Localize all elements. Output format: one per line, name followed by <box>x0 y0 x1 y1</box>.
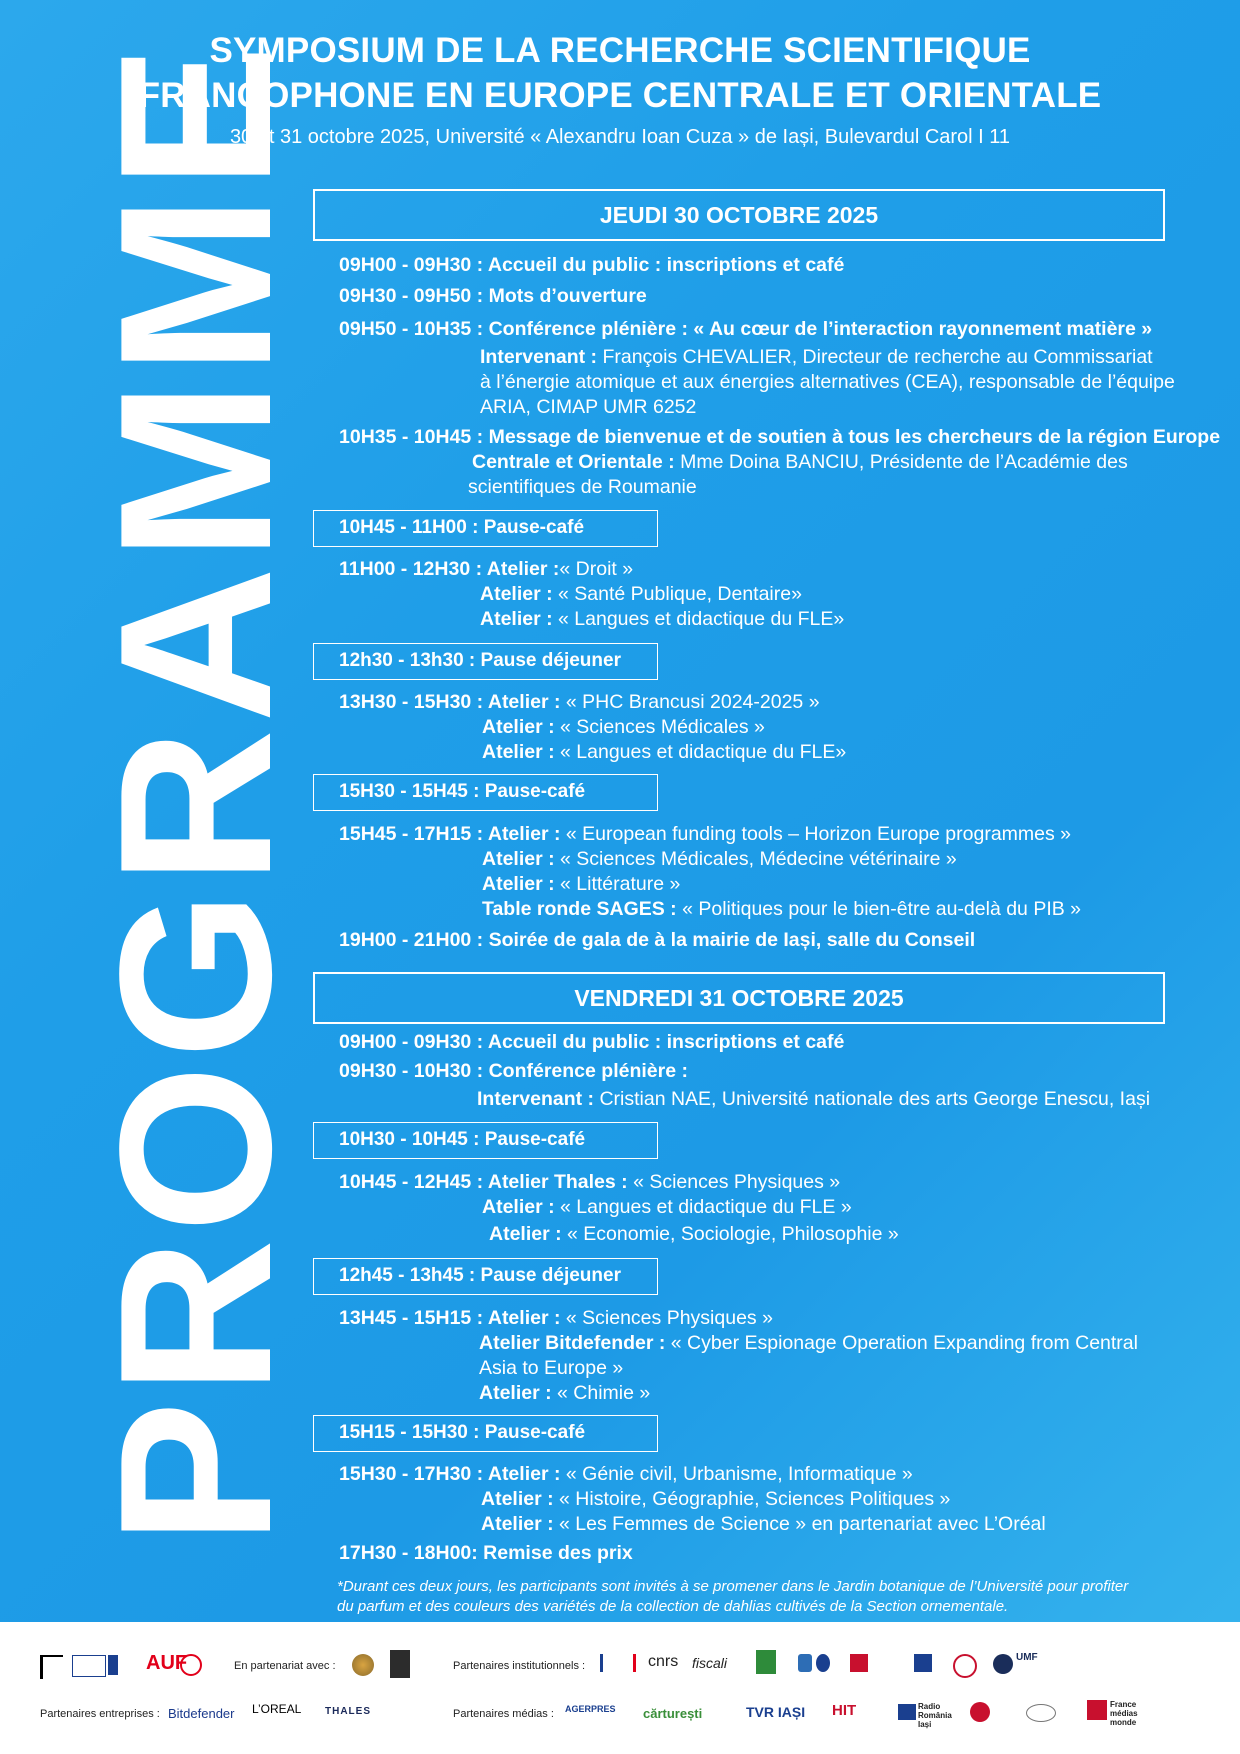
day2-plenary: 09H30 - 10H30 : Conférence plénière : <box>339 1060 688 1082</box>
workshop-topic: « Génie civil, Urbanisme, Informatique » <box>565 1463 913 1485</box>
workshop-topic: « Sciences Physiques » <box>633 1171 841 1193</box>
tvr-iasi-logo: TVR IAȘI <box>746 1704 806 1720</box>
day1-gala: 19H00 - 21H00 : Soirée de gala de à la mairie de Iași, salle du Conseil <box>339 929 976 951</box>
auf-logo: AUF <box>146 1652 188 1674</box>
day2-prize: 17H30 - 18H00: Remise des prix <box>339 1542 633 1564</box>
footnote-line-2: du parfum et des couleurs des variétés de la collection de dahlias cultivés de la Section ornementale. <box>337 1598 1009 1615</box>
day1-workshops-1 <box>339 557 633 582</box>
workshop-label: Atelier : <box>481 1488 560 1510</box>
session-time: 13H45 - 15H15 : <box>339 1307 488 1329</box>
subtitle: 30 et 31 octobre 2025, Université « Alexandru Ioan Cuza » de Iași, Bulevardul Carol I 11 <box>229 126 1011 148</box>
day1-opening: 09H30 - 09H50 : Mots d’ouverture <box>339 285 647 307</box>
day2-workshops-1 <box>339 1170 840 1195</box>
workshop-topic: « Langues et didactique du FLE » <box>560 1196 852 1218</box>
workshop-label: Atelier : <box>480 608 559 630</box>
day2-break-coffee-1: 10H30 - 10H45 : Pause-café <box>313 1122 658 1159</box>
day2-workshop-1c <box>489 1222 899 1247</box>
workshop-label: Atelier : <box>481 1513 560 1535</box>
day1-welcome-message-cont <box>472 450 1128 475</box>
radio-romania-logo: Radio România Iași <box>918 1702 952 1729</box>
day1-welcome-message-cont2: scientifiques de Roumanie <box>468 476 697 498</box>
session-time: 15H30 - 17H30 : <box>339 1463 488 1485</box>
partners-band <box>0 1622 1240 1754</box>
workshop-topic: « Sciences Médicales » <box>560 716 765 738</box>
day1-workshop-1b <box>480 582 802 607</box>
day2-break-coffee-2: 15H15 - 15H30 : Pause-café <box>313 1415 658 1452</box>
company-partners-label: Partenaires entreprises : <box>40 1708 160 1720</box>
day2-workshops-2 <box>339 1306 773 1331</box>
crest-logo-2 <box>816 1654 830 1672</box>
university-logo <box>914 1654 932 1672</box>
workshop-topic: « Santé Publique, Dentaire» <box>558 583 802 605</box>
oval-logo <box>1026 1704 1056 1722</box>
workshop-label: Atelier : <box>482 741 561 763</box>
institutional-partners-label: Partenaires institutionnels : <box>453 1660 586 1672</box>
workshop-topic: « Sciences Médicales, Médecine vétérinaire » <box>560 848 957 870</box>
day1-plenary <box>339 317 1152 342</box>
day1-break-lunch: 12h30 - 13h30 : Pause déjeuner <box>313 643 658 680</box>
fiscali-logo: fiscali <box>692 1655 728 1671</box>
session-time: 13H30 - 15H30 : <box>339 691 488 713</box>
umf-emblem-icon <box>993 1654 1013 1674</box>
day1-workshops-2 <box>339 690 820 715</box>
day1-plenary-speaker <box>480 345 1153 370</box>
day1-welcome: 09H00 - 09H30 : Accueil du public : inscriptions et café <box>339 254 845 276</box>
round-table-topic: « Politiques pour le bien-être au-delà du PIB » <box>682 898 1082 920</box>
workshop-label: Atelier : <box>489 1223 568 1245</box>
france-medias-monde-logo: France médias monde <box>1110 1700 1138 1727</box>
workshop-topic: « Histoire, Géographie, Sciences Politiques » <box>559 1488 951 1510</box>
day1-workshop-1c <box>480 607 844 632</box>
day2-title: VENDREDI 31 OCTOBRE 2025 <box>313 972 1165 1024</box>
region-speaker: Mme Doina BANCIU, Présidente de l’Académie des <box>680 451 1128 473</box>
round-seal-logo <box>953 1654 977 1678</box>
anniversary-165-logo <box>390 1650 410 1678</box>
day1-workshops-3 <box>339 822 1071 847</box>
day2-workshop-2b <box>479 1331 1138 1356</box>
radio-romania-icon <box>898 1704 916 1720</box>
media-partners-label: Partenaires médias : <box>453 1708 554 1720</box>
title-line-1: SYMPOSIUM DE LA RECHERCHE SCIENTIFIQUE <box>209 31 1031 70</box>
workshop-label: Atelier : <box>482 848 561 870</box>
workshop-label: Atelier : <box>486 558 560 580</box>
workshop-topic: « Les Femmes de Science » en partenariat avec L’Oréal <box>559 1513 1046 1535</box>
workshop-topic: « Chimie » <box>557 1382 651 1404</box>
day1-round-table <box>482 897 1081 922</box>
cnrs-logo: cnrs <box>648 1653 679 1670</box>
day2-break-lunch: 12h45 - 13h45 : Pause déjeuner <box>313 1258 658 1295</box>
hit-radio-logo: HIT <box>832 1702 857 1719</box>
litere-logo <box>850 1654 868 1672</box>
workshop-topic: « Economie, Sociologie, Philosophie » <box>567 1223 899 1245</box>
day2-workshops-3 <box>339 1462 913 1487</box>
day2-plenary-speaker <box>477 1087 1150 1112</box>
speaker-text: Cristian NAE, Université nationale des arts George Enescu, Iași <box>599 1088 1151 1110</box>
day1-workshop-2b <box>482 715 765 740</box>
with-partners-label: En partenariat avec : <box>234 1660 336 1672</box>
umf-logo: UMF <box>1016 1652 1038 1663</box>
day1-title: JEUDI 30 OCTOBRE 2025 <box>313 189 1165 241</box>
session-time: 15H45 - 17H15 : <box>339 823 488 845</box>
thales-logo: THALES <box>325 1706 371 1717</box>
day2-workshop-3b <box>481 1487 950 1512</box>
programme-vertical-title: PROGRAMME <box>74 39 316 1545</box>
workshop-label: Atelier : <box>482 873 561 895</box>
day1-workshop-3b <box>482 847 957 872</box>
crest-logo-1 <box>798 1654 812 1672</box>
workshop-label: Atelier : <box>482 1196 561 1218</box>
round-table-label: Table ronde SAGES : <box>482 898 683 920</box>
loreal-logo: L’OREAL <box>252 1702 302 1716</box>
speaker-text: François CHEVALIER, Directeur de recherche au Commissariat <box>602 346 1153 368</box>
day2-workshop-2b-cont: Asia to Europe » <box>479 1357 624 1379</box>
day1-plenary-speaker-cont2: ARIA, CIMAP UMR 6252 <box>480 396 697 418</box>
footnote-line-1: *Durant ces deux jours, les participants sont invités à se promener dans le Jardin botanique de l’Université pour profiter <box>337 1578 1129 1595</box>
workshop-topic: « Littérature » <box>560 873 681 895</box>
workshop-topic: « Cyber Espionage Operation Expanding from Central <box>670 1332 1138 1354</box>
day2-welcome: 09H00 - 09H30 : Accueil du public : inscriptions et café <box>339 1031 845 1053</box>
workshop-label: Atelier : <box>480 583 559 605</box>
workshop-label: Atelier : <box>487 691 566 713</box>
carturesti-logo: cărturești <box>643 1706 703 1721</box>
footnote <box>337 1577 1187 1617</box>
workshop-label: Atelier : <box>482 716 561 738</box>
workshop-topic: « Langues et didactique du FLE» <box>560 741 847 763</box>
day1-plenary-title: Conférence plénière : « Au cœur de l’interaction rayonnement matière » <box>488 318 1153 340</box>
ministry-logo <box>600 1654 636 1672</box>
workshop-label: Atelier : <box>487 1463 566 1485</box>
speaker-label: Intervenant : <box>477 1088 600 1110</box>
usv-logo <box>756 1650 776 1674</box>
seal-logo <box>352 1654 374 1676</box>
institut-francais-logo <box>72 1655 106 1677</box>
agerpres-logo: AGERPRES <box>565 1704 616 1714</box>
day2-workshop-2c <box>479 1381 650 1406</box>
title-line-2: FRANCOPHONE EN EUROPE CENTRALE ET ORIENTALE <box>138 76 1102 115</box>
day1-break-coffee-1: 10H45 - 11H00 : Pause-café <box>313 510 658 547</box>
workshop-label: Atelier Bitdefender : <box>479 1332 671 1354</box>
workshop-topic: « European funding tools – Horizon Europe programmes » <box>565 823 1072 845</box>
republic-emblem-icon <box>40 1655 63 1679</box>
globe-icon <box>180 1654 202 1676</box>
workshop-topic: « Droit » <box>559 558 634 580</box>
workshop-label: Atelier : <box>479 1382 558 1404</box>
day2-workshop-1b <box>482 1195 852 1220</box>
rj-logo <box>970 1702 990 1722</box>
speaker-label: Intervenant : <box>480 346 603 368</box>
day1-welcome-message: 10H35 - 10H45 : Message de bienvenue et de soutien à tous les chercheurs de la région Europe <box>339 426 1221 448</box>
session-time: 11H00 - 12H30 : <box>339 558 487 580</box>
day2-workshop-3c <box>481 1512 1046 1537</box>
day1-plenary-speaker-cont1: à l’énergie atomique et aux énergies alternatives (CEA), responsable de l’équipe <box>480 371 1175 393</box>
rfi-icon <box>1087 1700 1107 1720</box>
region-label: Centrale et Orientale : <box>472 451 681 473</box>
liberte-egalite-logo <box>108 1655 138 1675</box>
workshop-topic: « Langues et didactique du FLE» <box>558 608 845 630</box>
workshop-label: Atelier : <box>487 823 566 845</box>
session-time: 10H45 - 12H45 : <box>339 1171 488 1193</box>
day1-workshop-3c <box>482 872 680 897</box>
workshop-topic: « PHC Brancusi 2024-2025 » <box>565 691 820 713</box>
workshop-label: Atelier Thales : <box>487 1171 634 1193</box>
bitdefender-logo: Bitdefender <box>168 1706 235 1721</box>
workshop-label: Atelier : <box>487 1307 566 1329</box>
day1-workshop-2c <box>482 740 846 765</box>
day1-plenary-time: 09H50 - 10H35 : <box>339 318 489 340</box>
workshop-topic: « Sciences Physiques » <box>565 1307 773 1329</box>
day1-break-coffee-2: 15H30 - 15H45 : Pause-café <box>313 774 658 811</box>
